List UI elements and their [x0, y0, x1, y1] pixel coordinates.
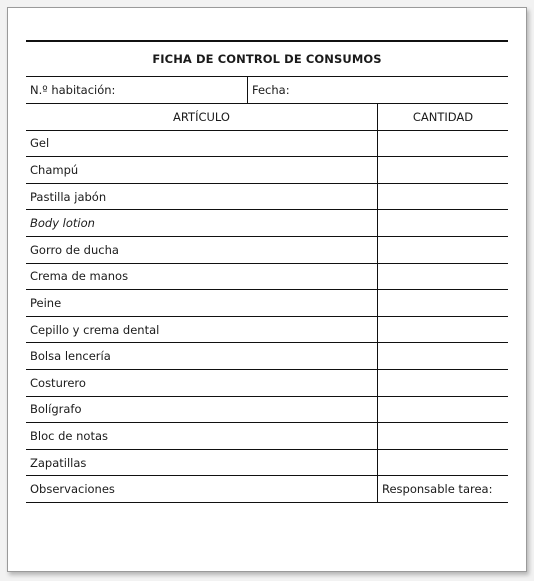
quantity-cell[interactable]	[378, 343, 508, 369]
item-label: Body lotion	[26, 210, 378, 236]
quantity-cell[interactable]	[378, 450, 508, 476]
quantity-cell[interactable]	[378, 317, 508, 343]
item-row	[26, 157, 508, 184]
quantity-cell[interactable]	[378, 184, 508, 210]
room-number-label: N.º habitación:	[30, 83, 116, 97]
responsible-label: Responsable tarea:	[382, 482, 493, 497]
item-row	[26, 210, 508, 237]
quantity-cell[interactable]	[378, 423, 508, 449]
observations-label: Observaciones	[30, 482, 115, 497]
quantity-cell[interactable]	[378, 290, 508, 316]
item-label: Champú	[26, 157, 378, 183]
item-row	[26, 317, 508, 344]
item-rows	[26, 131, 508, 477]
item-label: Cepillo y crema dental	[26, 317, 378, 343]
quantity-cell[interactable]	[378, 131, 508, 157]
item-row	[26, 290, 508, 317]
quantity-cell[interactable]	[378, 264, 508, 290]
item-row	[26, 343, 508, 370]
form-sheet	[7, 7, 527, 572]
quantity-cell[interactable]	[378, 157, 508, 183]
item-label: Costurero	[26, 370, 378, 396]
item-row	[26, 237, 508, 264]
item-label: Pastilla jabón	[26, 184, 378, 210]
quantity-cell[interactable]	[378, 370, 508, 396]
header-info-row	[26, 77, 508, 104]
item-column-header: ARTÍCULO	[26, 104, 378, 130]
observations-row	[26, 476, 508, 503]
item-label: Zapatillas	[26, 450, 378, 476]
quantity-column-header: CANTIDAD	[412, 109, 474, 124]
item-row	[26, 397, 508, 424]
item-row	[26, 423, 508, 450]
item-row	[26, 264, 508, 291]
item-row	[26, 370, 508, 397]
item-row	[26, 450, 508, 477]
quantity-cell[interactable]	[378, 237, 508, 263]
observations-field[interactable]	[26, 476, 378, 502]
date-field[interactable]	[248, 77, 508, 103]
item-label: Gel	[26, 131, 378, 157]
item-row	[26, 184, 508, 211]
room-number-field[interactable]	[26, 77, 248, 103]
item-label: Peine	[26, 290, 378, 316]
quantity-cell[interactable]	[378, 397, 508, 423]
quantity-cell[interactable]	[378, 210, 508, 236]
item-label: Bolsa lencería	[26, 343, 378, 369]
column-header-row	[26, 104, 508, 131]
responsible-field[interactable]	[378, 476, 508, 502]
item-label: Bloc de notas	[26, 423, 378, 449]
form-title: FICHA DE CONTROL DE CONSUMOS	[26, 40, 508, 77]
item-row	[26, 131, 508, 158]
item-label: Gorro de ducha	[26, 237, 378, 263]
date-label: Fecha:	[252, 83, 290, 97]
item-label: Bolígrafo	[26, 397, 378, 423]
item-label: Crema de manos	[26, 264, 378, 290]
consumption-control-form	[26, 40, 508, 503]
